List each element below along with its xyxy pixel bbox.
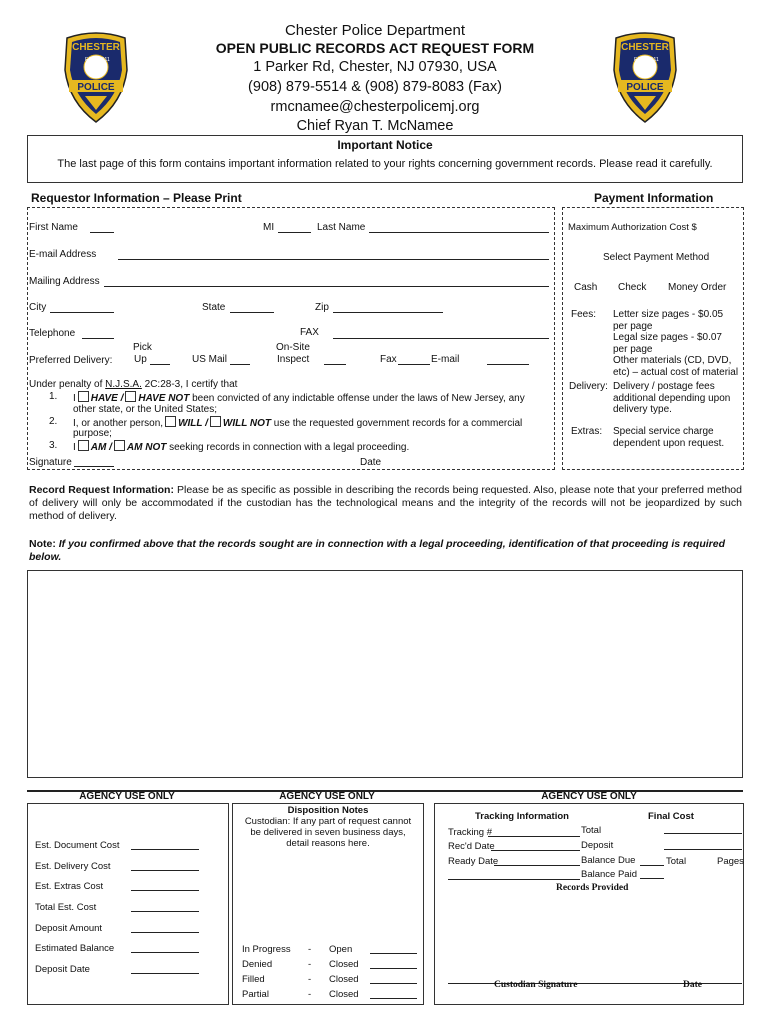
notice-title: Important Notice	[337, 138, 433, 152]
fees-line: per page	[613, 343, 653, 355]
cost-row-field[interactable]	[131, 839, 199, 850]
last-name-field[interactable]	[369, 222, 549, 233]
status-right: Closed	[329, 959, 359, 970]
notice-text: The last page of this form contains important information related to your rights concerning government records. Please read it carefully.	[57, 158, 713, 170]
records-description-textarea[interactable]	[27, 570, 743, 778]
email-option-label: E-mail	[431, 354, 460, 365]
status-right: Open	[329, 944, 353, 955]
fees-details	[613, 309, 738, 378]
mi-field[interactable]	[278, 222, 311, 233]
certify-line	[29, 379, 237, 390]
recd-date-label: Rec'd Date	[448, 841, 495, 852]
item1-rest: been convicted of any indictable offense under the laws of New Jersey, any	[189, 393, 525, 404]
badge-top-text: CHESTER	[621, 42, 669, 53]
status-dash: -	[308, 989, 312, 1000]
first-name-field[interactable]	[90, 222, 114, 233]
total-field[interactable]	[664, 823, 742, 834]
item2-pre: I, or another person,	[73, 418, 164, 429]
total-label: Total	[581, 825, 602, 836]
item1-line2: other state, or the United States;	[73, 404, 217, 415]
record-request-info	[29, 484, 742, 523]
inspect-field[interactable]	[324, 354, 346, 365]
item3-line	[73, 440, 409, 453]
item2-line2: purpose;	[73, 428, 112, 439]
onsite-label: On-Site	[276, 342, 310, 353]
balance-paid-field[interactable]	[640, 868, 664, 879]
zip-label: Zip	[315, 302, 329, 313]
item2-line	[73, 416, 548, 429]
badge-bottom-text: POLICE	[77, 82, 115, 93]
telephone-label: Telephone	[29, 328, 76, 339]
cost-row-label: Est. Delivery Cost	[35, 861, 111, 872]
cost-row-field[interactable]	[131, 880, 199, 891]
item2-willnot: WILL NOT	[222, 418, 272, 429]
delivery-line: additional depending upon	[613, 392, 731, 404]
have-checkbox[interactable]	[78, 391, 89, 402]
ready-date-field[interactable]	[494, 855, 580, 866]
deposit-field[interactable]	[664, 839, 742, 850]
tracking-number-field[interactable]	[488, 826, 580, 837]
money-order-option[interactable]: Money Order	[668, 282, 727, 293]
item1-have: HAVE /	[90, 393, 124, 404]
balance-paid-line[interactable]	[448, 869, 580, 880]
status-right: Closed	[329, 989, 359, 1000]
mi-label: MI	[263, 222, 275, 233]
tracking-info-heading: Tracking Information	[475, 811, 569, 822]
signature-field[interactable]	[74, 456, 114, 467]
cost-row-field[interactable]	[131, 860, 199, 871]
zip-field[interactable]	[333, 302, 443, 313]
cost-row-field[interactable]	[131, 922, 199, 933]
item1-i: I	[73, 393, 76, 404]
cost-row-label: Estimated Balance	[35, 943, 115, 954]
fax-option-field[interactable]	[398, 354, 430, 365]
delivery-line: delivery type.	[613, 404, 672, 415]
status-right: Closed	[329, 974, 359, 985]
custodian-date-label: Date	[683, 980, 702, 990]
record-request-text: Please be as specific as possible in describing the records being requested. Also, please note that your preferred method of delivery will only be accommodated if the custodian has the technological means and the integrity of the records will not be jeopardized by such method of delivery.	[29, 484, 742, 522]
fax-label: FAX	[300, 327, 319, 338]
item3-rest: seeking records in connection with a legal proceeding.	[166, 442, 410, 453]
city-field[interactable]	[50, 302, 114, 313]
note-text: If you confirmed above that the records sought are in connection with a legal proceeding, identification of that proceeding is required below.	[29, 538, 726, 563]
disposition-text: Custodian: If any part of request cannot be delivered in seven business days, detail reasons here.	[244, 816, 412, 849]
item2-will: WILL /	[178, 418, 208, 429]
pick-label: Pick	[133, 342, 152, 353]
mailing-address-field[interactable]	[104, 276, 549, 287]
fees-line: Other materials (CD, DVD,	[613, 355, 732, 366]
note-paragraph	[29, 538, 742, 564]
department-phones: (908) 879-5514 & (908) 879-8083 (Fax)	[248, 79, 502, 95]
cost-row-field[interactable]	[131, 942, 199, 953]
fees-line: Legal size pages - $0.07	[613, 332, 722, 343]
agency-col1-heading: AGENCY USE ONLY	[79, 791, 175, 802]
date-label: Date	[360, 457, 382, 468]
badge-bottom-text: POLICE	[626, 82, 664, 93]
status-left: Denied	[242, 959, 273, 970]
certify-post: 2C:28-3, I certify that	[141, 379, 238, 390]
left-police-badge-icon	[63, 30, 129, 124]
cost-row-label: Est. Document Cost	[35, 840, 120, 851]
cost-row-label: Est. Extras Cost	[35, 881, 104, 892]
cost-row-label: Deposit Date	[35, 964, 90, 975]
telephone-field[interactable]	[82, 328, 114, 339]
will-checkbox[interactable]	[165, 416, 176, 427]
disposition-title: Disposition Notes	[287, 805, 369, 816]
records-provided-label: Records Provided	[556, 883, 629, 893]
status-dash: -	[308, 959, 312, 970]
email-option-field[interactable]	[487, 354, 529, 365]
status-left: In Progress	[242, 944, 291, 955]
us-mail-label: US Mail	[192, 354, 228, 365]
badge-est-text: EST.	[634, 57, 645, 63]
badge-top-text: CHESTER	[72, 42, 120, 53]
email-field[interactable]	[118, 249, 549, 260]
department-name: Chester Police Department	[284, 22, 466, 39]
am-checkbox[interactable]	[78, 440, 89, 451]
total2-label: Total	[666, 856, 687, 867]
item3-i: I	[73, 442, 76, 453]
delivery-details	[613, 381, 730, 416]
inspect-label: Inspect	[277, 354, 310, 365]
final-cost-heading: Final Cost	[648, 811, 694, 822]
delivery-label: Delivery:	[569, 381, 608, 392]
preferred-delivery-label: Preferred Delivery:	[29, 355, 113, 366]
payment-heading: Payment Information	[594, 191, 714, 205]
item3-am: AM /	[90, 442, 112, 453]
will-not-checkbox[interactable]	[210, 416, 221, 427]
fax-option-label: Fax	[380, 354, 397, 365]
state-label: State	[202, 302, 226, 313]
max-auth-label: Maximum Authorization Cost $	[568, 222, 697, 233]
agency-col2-heading: AGENCY USE ONLY	[279, 791, 375, 802]
us-mail-field[interactable]	[230, 354, 250, 365]
cost-row-label: Deposit Amount	[35, 923, 103, 934]
item3-amnot: AM NOT	[126, 442, 167, 453]
pickup-field[interactable]	[150, 354, 170, 365]
status-field[interactable]	[370, 958, 417, 969]
status-field[interactable]	[370, 988, 417, 999]
badge-year-text: 1911	[648, 57, 659, 63]
item1-havenot: HAVE NOT	[138, 393, 190, 404]
item2-number: 2.	[49, 416, 58, 427]
city-label: City	[29, 302, 47, 313]
status-left: Partial	[242, 989, 269, 1000]
status-dash: -	[308, 944, 312, 955]
balance-due-label: Balance Due	[581, 855, 636, 866]
deposit-label: Deposit	[581, 840, 614, 851]
status-field[interactable]	[370, 943, 417, 954]
fees-line: etc) – actual cost of material	[613, 366, 739, 378]
extras-line: dependent upon request.	[613, 437, 725, 449]
item1-line	[73, 391, 548, 404]
custodian-signature-label: Custodian Signature	[494, 980, 578, 990]
requestor-heading: Requestor Information – Please Print	[31, 191, 242, 205]
status-dash: -	[308, 974, 312, 985]
form-title: OPEN PUBLIC RECORDS ACT REQUEST FORM	[215, 40, 535, 56]
signature-label: Signature	[29, 457, 72, 468]
chief-name: Chief Ryan T. McNamee	[296, 118, 454, 134]
up-label: Up	[134, 354, 147, 365]
item3-number: 3.	[49, 440, 58, 451]
status-field[interactable]	[370, 973, 417, 984]
select-method-label: Select Payment Method	[603, 252, 710, 263]
recd-date-field[interactable]	[491, 840, 580, 851]
cost-row-field[interactable]	[131, 901, 199, 912]
fees-line: per page	[613, 320, 653, 332]
extras-line: Special service charge	[613, 426, 714, 437]
extras-details	[613, 426, 724, 449]
last-name-label: Last Name	[317, 222, 366, 233]
badge-est-text: EST.	[85, 57, 96, 63]
have-not-checkbox[interactable]	[125, 391, 136, 402]
note-label: Note:	[29, 538, 56, 550]
balance-due-field[interactable]	[640, 855, 664, 866]
delivery-line: Delivery / postage fees	[613, 381, 715, 392]
am-not-checkbox[interactable]	[114, 440, 125, 451]
fees-line: Letter size pages - $0.05	[613, 309, 724, 320]
pages-label: Pages	[717, 856, 744, 867]
status-left: Filled	[242, 974, 265, 985]
cost-row-label: Total Est. Cost	[35, 902, 97, 913]
email-label: E-mail Address	[29, 249, 97, 260]
cost-row-field[interactable]	[131, 963, 199, 974]
tracking-number-label: Tracking #	[448, 827, 492, 838]
fax-field[interactable]	[333, 328, 549, 339]
check-option[interactable]: Check	[618, 282, 647, 293]
certify-statute: N.J.S.A.	[105, 379, 142, 390]
fees-label: Fees:	[571, 309, 597, 320]
state-field[interactable]	[230, 302, 274, 313]
ready-date-label: Ready Date	[448, 856, 499, 867]
mailing-address-label: Mailing Address	[29, 276, 100, 287]
department-address: 1 Parker Rd, Chester, NJ 07930, USA	[253, 59, 497, 75]
department-email: rmcnamee@chesterpolicemj.org	[270, 99, 480, 115]
balance-paid-label: Balance Paid	[581, 869, 637, 880]
cash-option[interactable]: Cash	[574, 282, 598, 293]
badge-year-text: 1911	[99, 57, 110, 63]
record-request-label: Record Request Information:	[29, 484, 174, 496]
item1-number: 1.	[49, 391, 58, 402]
agency-col3-heading: AGENCY USE ONLY	[541, 791, 637, 802]
certify-pre: Under penalty of	[29, 379, 106, 390]
item2-rest: use the requested government records for a commercial	[271, 418, 523, 429]
extras-label: Extras:	[571, 426, 603, 437]
right-police-badge-icon	[612, 30, 678, 124]
first-name-label: First Name	[29, 222, 78, 233]
